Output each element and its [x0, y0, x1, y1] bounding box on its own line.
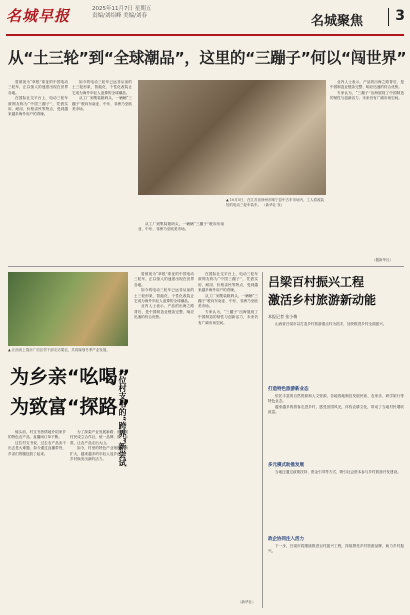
left-feature-column-2 — [70, 430, 128, 608]
paragraph: 如今，村里的特色产业规模不断扩大，越来越多的年轻人返乡创业，乡村焕发出新的活力。 — [70, 446, 128, 462]
section-divider — [8, 266, 404, 267]
right-feature-block-4 — [268, 544, 404, 608]
left-feature-headline-b: 为致富“探路” — [10, 396, 130, 418]
top-story-source: （据新华社） — [372, 258, 393, 262]
paragraph: 在国际社交平台上，电动三轮车被网友称为“中国三蹦子”，凭借实用、耐用、价格亲民等特点，受到越来越多海外用户的青睐。 — [8, 96, 68, 117]
left-feature-side-title: 一位村支书的“跨界”新尝试 — [118, 368, 127, 467]
section-title: 名城聚焦 — [311, 14, 364, 29]
header-rule — [6, 34, 404, 36]
top-story-photo — [138, 80, 326, 195]
top-story-column-4 — [330, 80, 404, 250]
paragraph: 山西省吕梁市以打造乡村旅游重点村为抓手，加快推进乡村全面振兴。 — [275, 322, 387, 326]
paragraph: 专家认为，“三蹦子”出海展现了中国制造的韧性与创新活力，未来仍有广阔市场空间。 — [330, 90, 404, 101]
paragraph: 曾被视为“草根”象征的中国电动三轮车，正以惊人的速度出现在世界各地。 — [134, 272, 194, 287]
paragraph: 业内人士表示，产品的出海之路背后，是中国制造业链条完整、响应迅速的综合优势。 — [330, 80, 404, 90]
top-story-column-1 — [8, 80, 68, 250]
middle-column-1 — [134, 272, 194, 608]
left-feature-headline-a: 为乡亲“吆喝” — [10, 366, 130, 388]
middle-column-2 — [198, 272, 258, 608]
right-feature-subhead-2: 多元模式助推发展 — [268, 463, 304, 468]
column-divider — [262, 272, 263, 608]
paragraph: 从工厂到集装箱码头，一辆辆“三蹦子”驶向东南亚、中东、非洲乃至欧美市场。 — [198, 293, 258, 309]
top-story-photo-caption: ▲ 10月5日，在江苏省徐州市睢宁县中古车市场内，工人将改装好的电动三轮车装车。 （新华社 发） — [226, 198, 324, 207]
right-feature-subhead-3: 政企协同注入活力 — [268, 537, 304, 542]
page-number: 3 — [388, 8, 405, 26]
masthead-logo: 名城早报 — [6, 7, 71, 25]
paragraph: 专家认为，“三蹦子”出海展现了中国制造的韧性与创新活力，未来仍有广阔市场空间。 — [198, 309, 258, 325]
right-feature-block-2 — [268, 394, 404, 456]
paragraph: 从工厂到集装箱码头，一辆辆“三蹦子”驶向东南亚、中东、非洲乃至欧美市场。 — [72, 96, 132, 112]
paragraph: 这位村支书说，过去农产品卖不出去是大难题，如今通过直播带货，乡亲们的腰包鼓了起来。 — [8, 440, 66, 456]
paragraph: 曾被视为“草根”象征的中国电动三轮车，正以惊人的速度出现在世界各地。 — [8, 80, 68, 95]
paragraph: 如今的电动三轮车已远非从前的土三轮形象，智能化、个性化改装让它成为海外年轻人追捧的全球潮品。 — [72, 80, 132, 95]
right-feature-block-1 — [268, 322, 404, 382]
paragraph: 依托丰富的自然资源和人文资源，各地因地制宜发展民宿、农家乐、研学旅行等特色业态。 — [268, 394, 404, 404]
paragraph: 下一步，吕梁市将继续推进百村振兴工程，持续擦亮乡村旅游品牌，助力乡村振兴。 — [268, 544, 404, 554]
middle-source: （新华社） — [238, 600, 256, 604]
date-line: 2025年11月7日 星期五 — [92, 6, 152, 12]
paragraph: 当地还通过政策扶持、资金引导等方式，吸引社会资本参与乡村旅游开发建设。 — [275, 470, 401, 474]
right-feature-headline-a: 吕梁百村振兴工程 — [268, 275, 365, 289]
top-story-column-2 — [72, 80, 132, 250]
paragraph: 越来越多的游客走进乡村，感受田园风光，体验农耕文化，带动了当地村民增收致富。 — [268, 404, 404, 415]
paragraph: 镜头前，村支书热情地介绍家乡的特色农产品，直播间订单不断。 — [8, 430, 66, 440]
issue-meta — [92, 6, 151, 20]
left-feature-photo-caption: ▲ 江西省上饶市广信区村干部走访果农，共同谋划冬季产业发展。 — [8, 348, 110, 352]
right-feature-subhead-1: 打造特色旅游新业态 — [268, 387, 309, 392]
left-feature-column-1 — [8, 430, 66, 608]
top-story-headline: 从“土三轮”到“全球潮品”，这里的“三蹦子”何以“闯世界” — [8, 49, 407, 67]
paragraph: 如今的电动三轮车已远非从前的土三轮形象，智能化、个性化改装让它成为海外年轻人追捧的全球潮品。 — [134, 288, 194, 304]
paragraph: 从工厂到集装箱码头，一辆辆“三蹦子”驶向东南亚、中东、非洲乃至欧美市场。 — [138, 222, 224, 232]
paragraph: 在国际社交平台上，电动三轮车被网友称为“中国三蹦子”，凭借实用、耐用、价格亲民等特点，受到越来越多海外用户的青睐。 — [198, 272, 258, 293]
top-story-column-3 — [138, 222, 224, 262]
paragraph: 业内人士表示，产品的出海之路背后，是中国制造业链条完整、响应迅速的综合优势。 — [134, 304, 194, 320]
editor-line: 责编/刘绍峰 美编/刘春 — [92, 13, 147, 19]
right-feature-headline-b: 激活乡村旅游新动能 — [268, 293, 377, 307]
paragraph: 为了探索产业发展新路，他带领村民成立合作社，统一品牌、统一标准，让农产品走出大山。 — [70, 430, 128, 445]
right-feature-block-3 — [268, 470, 404, 530]
left-feature-photo — [8, 272, 128, 346]
right-feature-byline: 本报记者 张小梅 — [268, 314, 298, 319]
